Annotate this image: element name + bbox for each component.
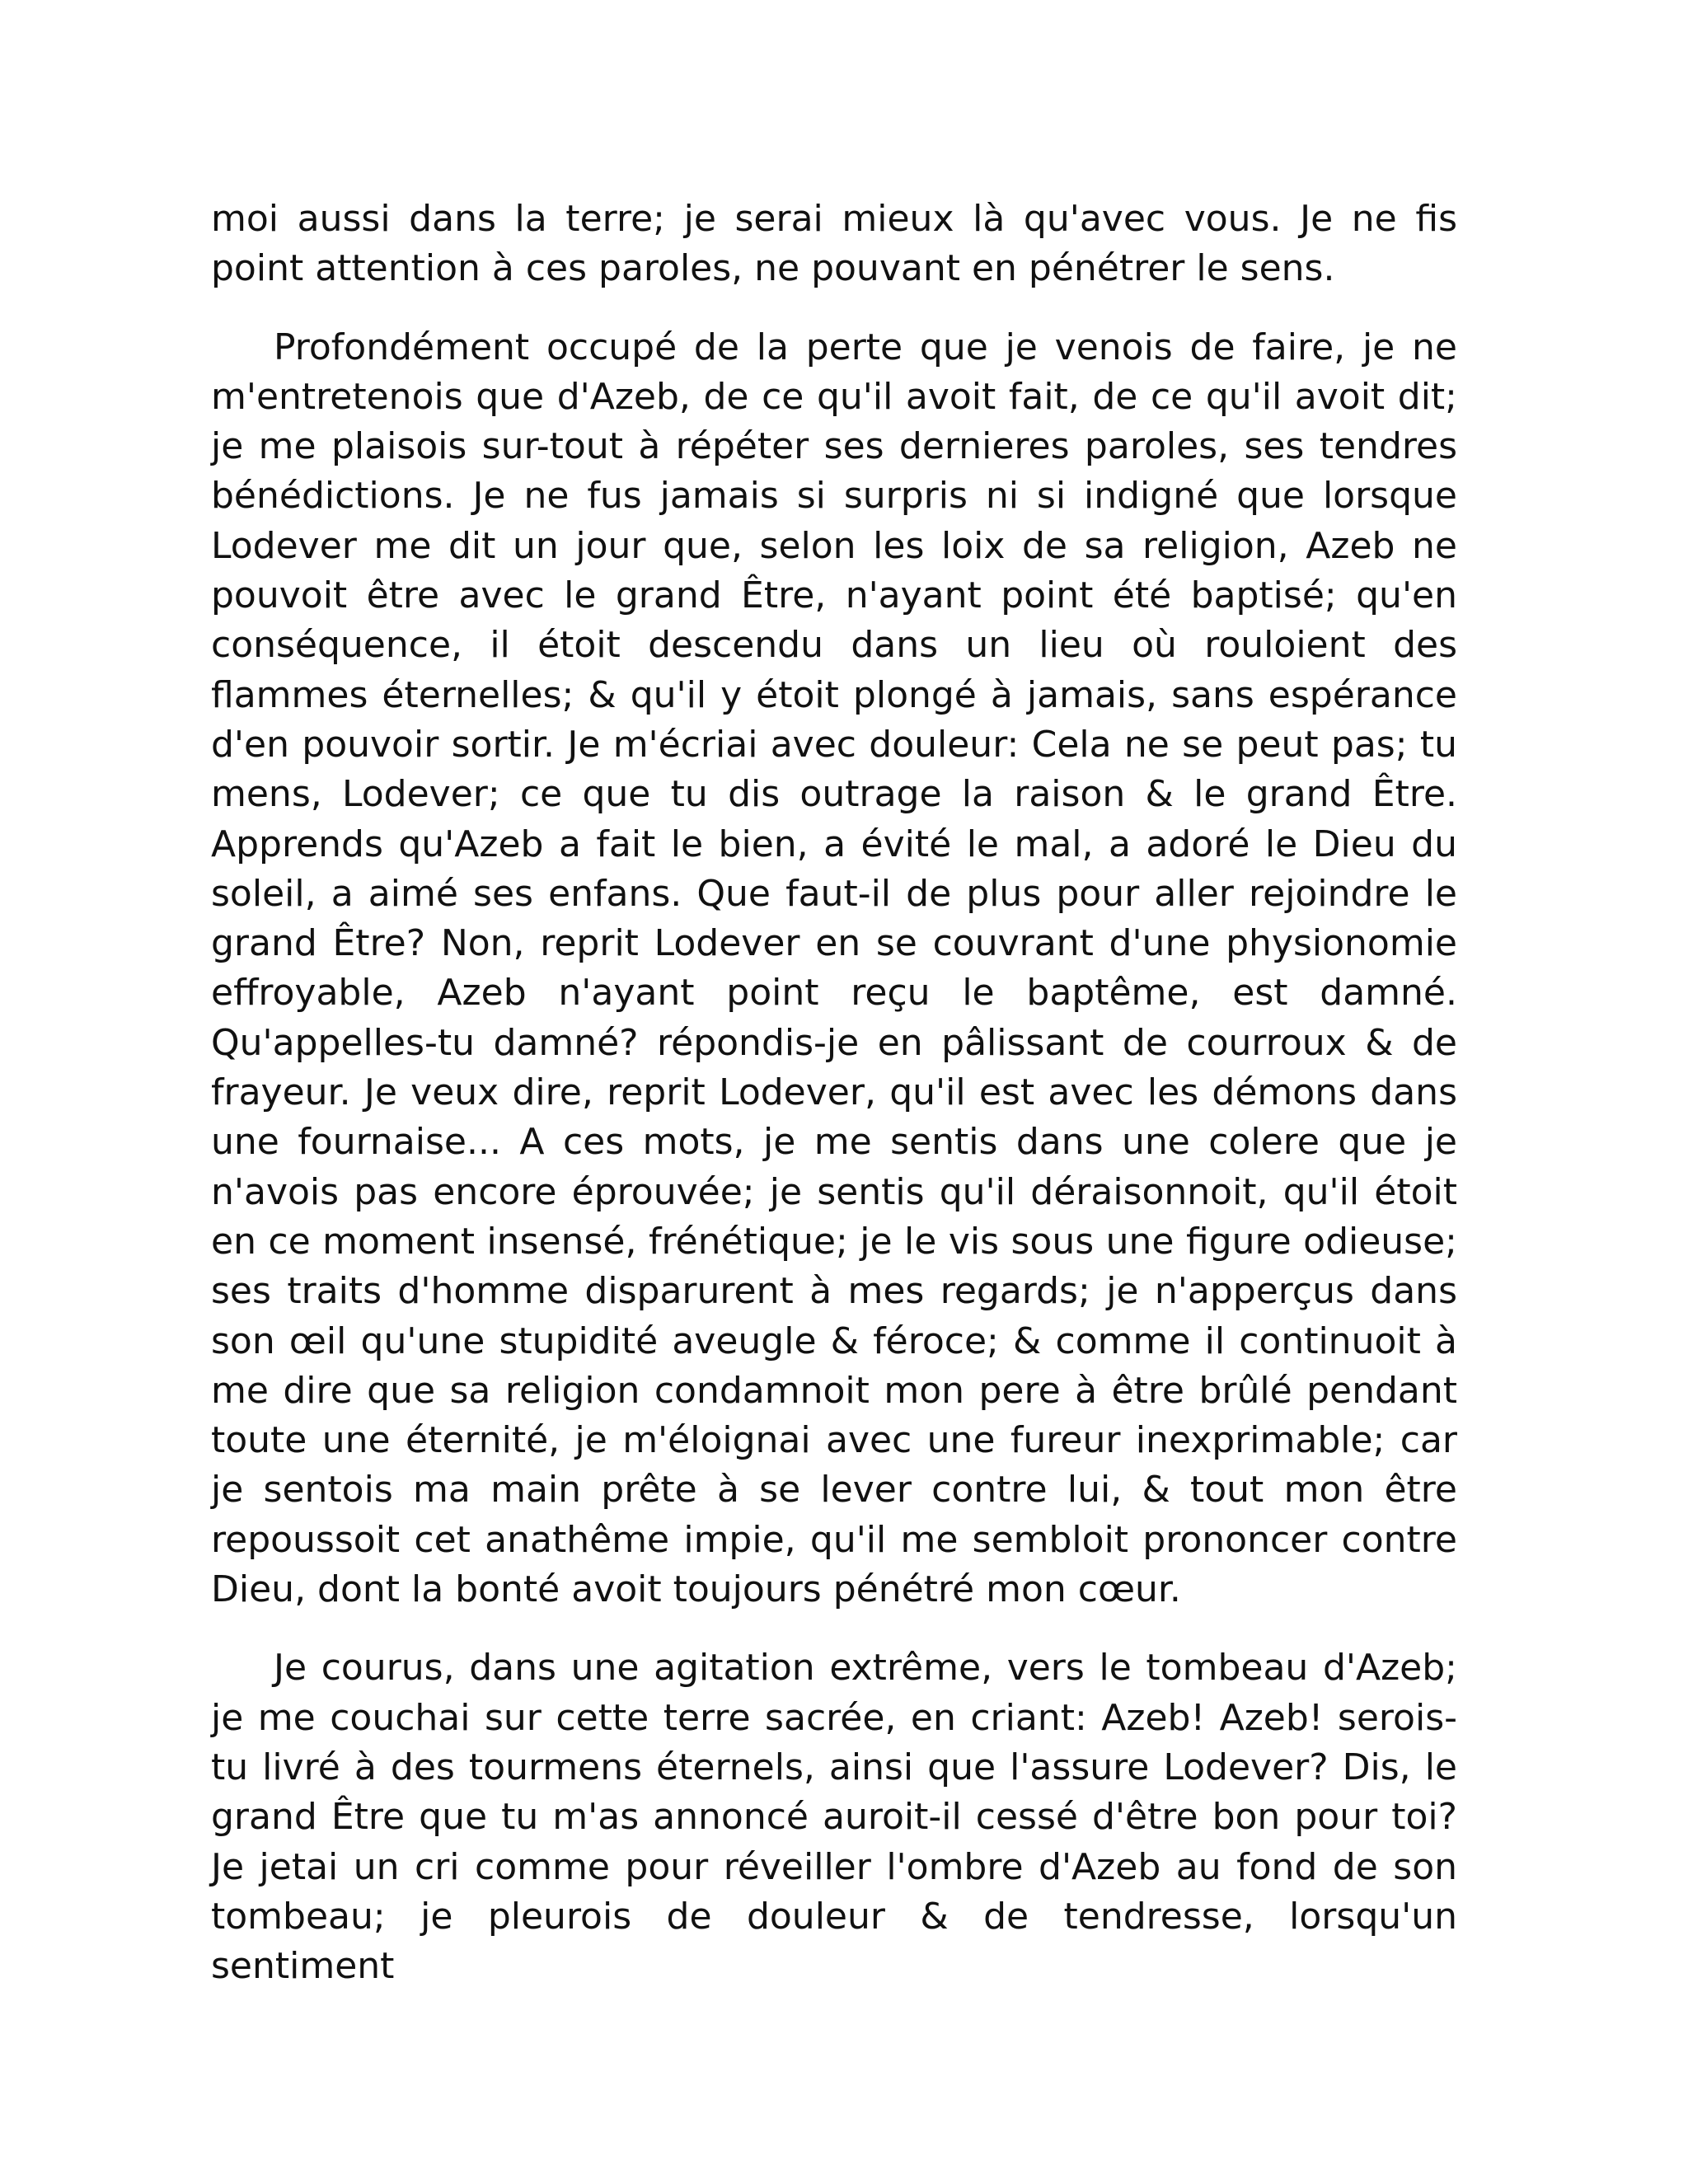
paragraph-lodever-dispute: Profondément occupé de la perte que je venois de faire, je ne m'entretenois que d'Azeb, de ce qu'il avoit fait, de ce qu'il avoit dit; je me plaisois sur-tout à répéter ses dernieres paroles, ses tendres bénédictions. Je ne fus jamais si surpris ni si indigné que lorsque Lodever me dit un jour que, selon les loix de sa religion, Azeb ne pouvoit être avec le grand Être, n'ayant point été baptisé; qu'en conséquence, il étoit descendu dans un lieu où rouloient des flammes éternelles; & qu'il y étoit plongé à jamais, sans espérance d'en pouvoir sortir. Je m'écriai avec douleur: Cela ne se peut pas; tu mens, Lodever; ce que tu dis outrage la raison & le grand Être. Apprends qu'Azeb a fait le bien, a évité le mal, a adoré le Dieu du soleil, a aimé ses enfans. Que faut-il de plus pour aller rejoindre le grand Être? Non, reprit Lodever en se couvrant d'une physionomie effroyable, Azeb n'ayant point reçu le baptême, est damné. Qu'appelles-tu damné? répondis-je en pâlissant de courroux & de frayeur. Je veux dire, reprit Lodever, qu'il est avec les démons dans une fournaise... A ces mots, je me sentis dans une colere que je n'avois pas encore éprouvée; je sentis qu'il déraisonnoit, qu'il étoit en ce moment insensé, frénétique; je le vis sous une figure odieuse; ses traits d'homme disparurent à mes regards; je n'apperçus dans son œil qu'une stupidité aveugle & féroce; & comme il continuoit à me dire que sa religion condamnoit mon pere à être brûlé pendant toute une éternité, je m'éloignai avec une fureur inexprimable; car je sentois ma main prête à se lever contre lui, & tout mon être repoussoit cet anathême impie, qu'il me sembloit prononcer contre Dieu, dont la bonté avoit toujours pénétré mon cœur.	[211, 326, 1457, 1611]
paragraph-continuation: moi aussi dans la terre; je serai mieux là qu'avec vous. Je ne fis point attention à ces paroles, ne pouvant en pénétrer le sens.	[211, 198, 1457, 290]
page-body	[211, 194, 1457, 1991]
paragraph-azeb-tomb: Je courus, dans une agitation extrême, vers le tombeau d'Azeb; je me couchai sur cette terre sacrée, en criant: Azeb! Azeb! serois-tu livré à des tourmens éternels, ainsi que l'assure Lodever? Dis, le grand Être que tu m'as annoncé auroit-il cessé d'être bon pour toi? Je jetai un cri comme pour réveiller l'ombre d'Azeb au fond de son tombeau; je pleurois de douleur & de tendresse, lorsqu'un sentiment	[211, 1647, 1457, 1988]
